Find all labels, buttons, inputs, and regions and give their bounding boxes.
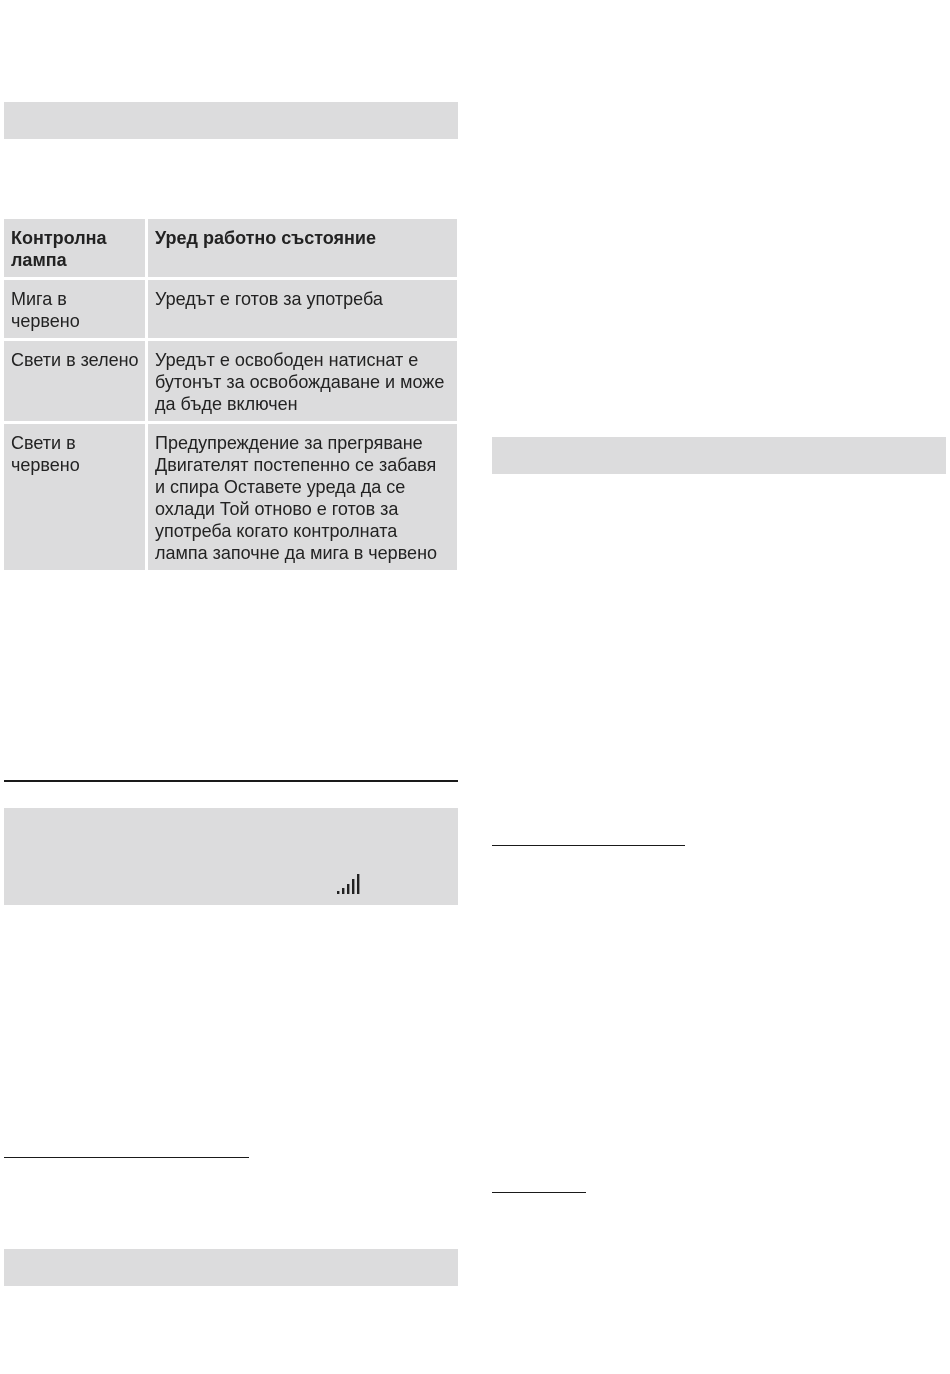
section-divider-rule <box>4 780 458 782</box>
table-row <box>4 424 457 570</box>
section-header-band-bottom-left <box>4 1249 458 1286</box>
header-state: Уред работно състояние <box>148 219 457 280</box>
short-underline-right-top <box>492 845 685 846</box>
cell-lamp: Свети в зелено <box>4 341 148 424</box>
cell-state: Предупреждение за прегряване Двигателят постепенно се забавя и спира Оставете уреда да се охлади Той отново е готов за употреба когато контролната лампа започне да мига в червено <box>148 424 457 570</box>
section-header-band-right <box>492 437 946 474</box>
table-row <box>4 280 457 341</box>
table-row <box>4 341 457 424</box>
indicator-lamp-table <box>4 219 457 570</box>
signal-strength-icon <box>336 873 364 895</box>
table-header-row <box>4 219 457 280</box>
short-underline-left <box>4 1157 249 1158</box>
section-header-band-with-icon <box>4 808 458 905</box>
cell-state: Уредът е готов за употреба <box>148 280 457 341</box>
cell-state: Уредът е освободен натиснат е бутонът за освобождаване и може да бъде включен <box>148 341 457 424</box>
cell-lamp: Мига в червено <box>4 280 148 341</box>
section-header-band-top-left <box>4 102 458 139</box>
header-lamp: Контролна лампа <box>4 219 148 280</box>
short-underline-right-bottom <box>492 1192 586 1193</box>
cell-lamp: Свети в червено <box>4 424 148 570</box>
